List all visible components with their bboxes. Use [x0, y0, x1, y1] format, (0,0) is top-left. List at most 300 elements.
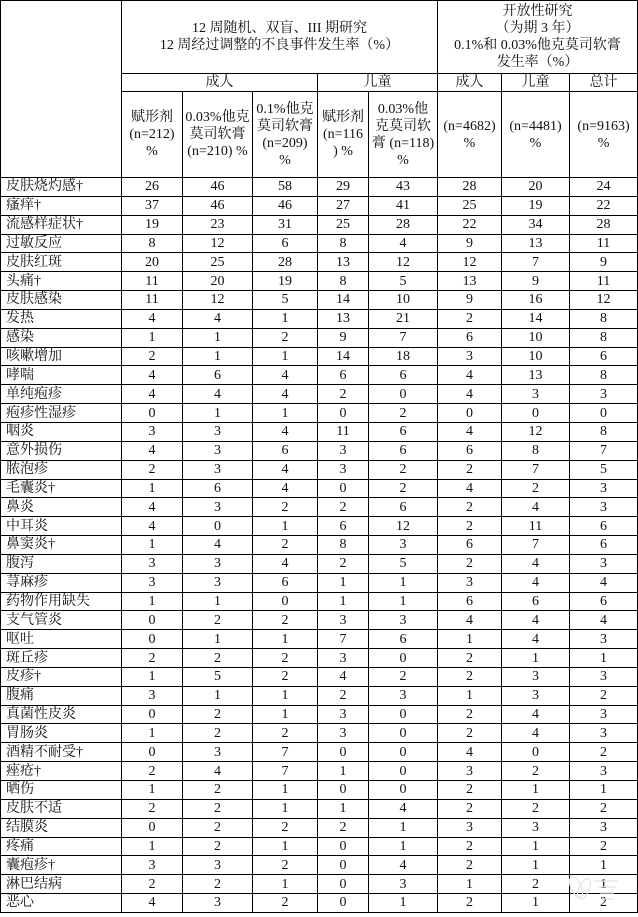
rate-cell: 2: [318, 554, 369, 573]
event-label: 腹泻: [1, 554, 122, 573]
rate-cell: 2: [318, 498, 369, 517]
rate-cell: 6: [183, 366, 253, 385]
rate-cell: 4: [570, 611, 638, 630]
rate-cell: 6: [318, 517, 369, 536]
rate-cell: 1: [502, 894, 570, 913]
rate-cell: 11: [570, 234, 638, 253]
group-open-adult: 成人: [438, 74, 502, 92]
rate-cell: 0: [369, 724, 438, 743]
rate-cell: 7: [502, 536, 570, 555]
rate-cell: 0: [122, 818, 183, 837]
rate-cell: 0: [369, 781, 438, 800]
table-row: [1, 875, 638, 894]
rate-cell: 12: [183, 234, 253, 253]
rate-cell: 2: [122, 649, 183, 668]
event-label: 胃肠炎: [1, 724, 122, 743]
column-header-rct-adult-01: 0.1%他克莫司软膏 (n=209) %: [253, 92, 318, 178]
rate-cell: 1: [253, 404, 318, 423]
event-label: 疼痛: [1, 837, 122, 856]
event-label: 脓泡疹: [1, 460, 122, 479]
event-label: 毛囊炎†: [1, 479, 122, 498]
rate-cell: 14: [318, 291, 369, 310]
rate-cell: 3: [122, 856, 183, 875]
rate-cell: 4: [502, 573, 570, 592]
rate-cell: 8: [570, 309, 638, 328]
rate-cell: 7: [253, 762, 318, 781]
rate-cell: 7: [253, 743, 318, 762]
table-row: [1, 649, 638, 668]
rate-cell: 4: [438, 366, 502, 385]
rate-cell: 19: [502, 196, 570, 215]
rate-cell: 0: [318, 856, 369, 875]
rate-cell: 20: [122, 253, 183, 272]
rate-cell: 22: [570, 196, 638, 215]
rate-cell: 2: [253, 894, 318, 913]
rate-cell: 1: [318, 592, 369, 611]
table-row: [1, 347, 638, 366]
event-label: 皮肤红斑: [1, 253, 122, 272]
rct-title-line1: 12 周随机、双盲、III 期研究: [192, 21, 367, 36]
rate-cell: 6: [438, 592, 502, 611]
event-label: 皮疹†: [1, 667, 122, 686]
rate-cell: 2: [438, 705, 502, 724]
rate-cell: 1: [502, 856, 570, 875]
rate-cell: 6: [369, 498, 438, 517]
rate-cell: 4: [122, 498, 183, 517]
rate-cell: 3: [318, 649, 369, 668]
rate-cell: 4: [253, 479, 318, 498]
table-row: [1, 856, 638, 875]
rate-cell: 2: [369, 479, 438, 498]
column-header-rct-child-003: 0.03%他克莫司软膏 (n=118) %: [369, 92, 438, 178]
rate-cell: 1: [122, 837, 183, 856]
rate-cell: 13: [318, 253, 369, 272]
rate-cell: 3: [570, 385, 638, 404]
rate-cell: 2: [253, 856, 318, 875]
rate-cell: 1: [253, 630, 318, 649]
rate-cell: 8: [318, 234, 369, 253]
event-label: 痤疮†: [1, 762, 122, 781]
event-label: 皮肤不适: [1, 799, 122, 818]
table-row: [1, 781, 638, 800]
rate-cell: 43: [369, 178, 438, 197]
open-study-header: [438, 1, 638, 74]
rate-cell: 1: [183, 404, 253, 423]
rate-cell: 23: [183, 215, 253, 234]
rate-cell: 12: [183, 291, 253, 310]
rate-cell: 5: [369, 272, 438, 291]
rct-study-header: [122, 1, 438, 74]
rate-cell: 6: [570, 592, 638, 611]
rate-cell: 2: [183, 875, 253, 894]
rate-cell: 3: [183, 422, 253, 441]
table-row: [1, 611, 638, 630]
rate-cell: 24: [570, 178, 638, 197]
rate-cell: 4: [502, 611, 570, 630]
rate-cell: 4: [253, 366, 318, 385]
event-label: 鼻炎: [1, 498, 122, 517]
table-row: [1, 536, 638, 555]
rate-cell: 27: [318, 196, 369, 215]
rate-cell: 4: [318, 667, 369, 686]
rate-cell: 4: [502, 554, 570, 573]
rate-cell: 1: [183, 686, 253, 705]
rate-cell: 2: [183, 781, 253, 800]
rate-cell: 2: [570, 686, 638, 705]
rate-cell: 2: [318, 385, 369, 404]
open-title-line3: 0.1%和 0.03%他克莫司软膏: [454, 38, 621, 53]
rate-cell: 4: [183, 309, 253, 328]
table-row: [1, 894, 638, 913]
column-header-open-adult: (n=4682) %: [438, 92, 502, 178]
rate-cell: 6: [438, 536, 502, 555]
rate-cell: 0: [253, 592, 318, 611]
rate-cell: 6: [369, 630, 438, 649]
rate-cell: 6: [253, 573, 318, 592]
event-label: 结膜炎: [1, 818, 122, 837]
rate-cell: 2: [438, 309, 502, 328]
rate-cell: 1: [438, 686, 502, 705]
rate-cell: 3: [183, 573, 253, 592]
rate-cell: 4: [253, 422, 318, 441]
rct-title-line2: 12 周经过调整的不良事件发生率（%）: [159, 38, 400, 53]
rate-cell: 8: [502, 441, 570, 460]
event-label: 淋巴结病: [1, 875, 122, 894]
rate-cell: 2: [570, 894, 638, 913]
rate-cell: 3: [570, 554, 638, 573]
table-row: [1, 498, 638, 517]
open-title-line4: 发生率（%）: [496, 55, 579, 70]
rate-cell: 5: [570, 460, 638, 479]
rate-cell: 4: [369, 856, 438, 875]
rate-cell: 2: [122, 347, 183, 366]
event-label: 药物作用缺失: [1, 592, 122, 611]
rate-cell: 2: [502, 875, 570, 894]
rate-cell: 3: [570, 630, 638, 649]
rate-cell: 2: [438, 554, 502, 573]
rate-cell: 3: [122, 554, 183, 573]
rate-cell: 7: [570, 441, 638, 460]
rate-cell: 6: [183, 479, 253, 498]
event-label: 头痛†: [1, 272, 122, 291]
rate-cell: 5: [183, 667, 253, 686]
rate-cell: 0: [318, 894, 369, 913]
rate-cell: 2: [318, 818, 369, 837]
rate-cell: 0: [122, 743, 183, 762]
rate-cell: 2: [253, 536, 318, 555]
rate-cell: 1: [253, 686, 318, 705]
event-label: 意外损伤: [1, 441, 122, 460]
rate-cell: 2: [369, 404, 438, 423]
rate-cell: 1: [570, 781, 638, 800]
event-label: 咽炎: [1, 422, 122, 441]
rate-cell: 3: [369, 536, 438, 555]
rate-cell: 1: [122, 536, 183, 555]
rate-cell: 1: [318, 762, 369, 781]
rate-cell: 2: [183, 837, 253, 856]
event-label: 感染: [1, 328, 122, 347]
rate-cell: 2: [253, 611, 318, 630]
rate-cell: 4: [253, 460, 318, 479]
rate-cell: 2: [570, 837, 638, 856]
event-label: 酒精不耐受†: [1, 743, 122, 762]
rate-cell: 1: [183, 328, 253, 347]
rate-cell: 4: [570, 573, 638, 592]
rate-cell: 4: [369, 799, 438, 818]
rate-cell: 2: [438, 856, 502, 875]
rate-cell: 1: [253, 309, 318, 328]
rate-cell: 3: [318, 724, 369, 743]
rate-cell: 3: [122, 422, 183, 441]
rate-cell: 3: [122, 686, 183, 705]
rate-cell: 0: [122, 630, 183, 649]
rate-cell: 46: [183, 178, 253, 197]
rate-cell: 6: [253, 441, 318, 460]
table-row: [1, 385, 638, 404]
table-row: [1, 762, 638, 781]
rate-cell: 4: [369, 234, 438, 253]
rate-cell: 0: [438, 404, 502, 423]
rate-cell: 2: [122, 799, 183, 818]
table-row: [1, 743, 638, 762]
rate-cell: 3: [318, 611, 369, 630]
table-row: [1, 460, 638, 479]
rate-cell: 3: [369, 875, 438, 894]
rate-cell: 4: [438, 611, 502, 630]
rate-cell: 1: [122, 479, 183, 498]
rate-cell: 28: [253, 253, 318, 272]
event-label: 流感样症状†: [1, 215, 122, 234]
rate-cell: 22: [438, 215, 502, 234]
rate-cell: 2: [369, 460, 438, 479]
rate-cell: 7: [502, 253, 570, 272]
table-row: [1, 272, 638, 291]
rate-cell: 1: [369, 818, 438, 837]
rate-cell: 9: [570, 253, 638, 272]
rate-cell: 2: [438, 517, 502, 536]
rate-cell: 1: [570, 856, 638, 875]
table-row: [1, 517, 638, 536]
rate-cell: 1: [318, 573, 369, 592]
rate-cell: 3: [183, 441, 253, 460]
rate-cell: 19: [253, 272, 318, 291]
rate-cell: 14: [318, 347, 369, 366]
rate-cell: 2: [502, 762, 570, 781]
rate-cell: 3: [502, 385, 570, 404]
table-row: [1, 441, 638, 460]
rate-cell: 1: [253, 705, 318, 724]
rate-cell: 21: [369, 309, 438, 328]
rate-cell: 4: [502, 724, 570, 743]
rate-cell: 2: [183, 649, 253, 668]
rate-cell: 0: [369, 385, 438, 404]
event-label: 荨麻疹: [1, 573, 122, 592]
rate-cell: 6: [369, 441, 438, 460]
rate-cell: 2: [502, 799, 570, 818]
rate-cell: 1: [438, 875, 502, 894]
rate-cell: 34: [502, 215, 570, 234]
rate-cell: 2: [570, 743, 638, 762]
rate-cell: 10: [502, 328, 570, 347]
rate-cell: 41: [369, 196, 438, 215]
rate-cell: 6: [570, 517, 638, 536]
table-row: [1, 291, 638, 310]
event-label: 腹痛: [1, 686, 122, 705]
event-label: 皮肤感染: [1, 291, 122, 310]
rate-cell: 1: [183, 347, 253, 366]
rate-cell: 2: [438, 498, 502, 517]
rate-cell: 10: [502, 347, 570, 366]
rate-cell: 3: [502, 818, 570, 837]
rate-cell: 37: [122, 196, 183, 215]
rate-cell: 1: [369, 837, 438, 856]
rate-cell: 2: [183, 705, 253, 724]
rate-cell: 2: [253, 649, 318, 668]
rate-cell: 1: [122, 592, 183, 611]
rate-cell: 13: [438, 272, 502, 291]
rate-cell: 0: [502, 743, 570, 762]
rate-cell: 3: [438, 818, 502, 837]
rate-cell: 0: [122, 404, 183, 423]
rate-cell: 3: [183, 856, 253, 875]
rate-cell: 0: [318, 837, 369, 856]
rate-cell: 18: [369, 347, 438, 366]
rate-cell: 1: [369, 573, 438, 592]
rate-cell: 1: [183, 630, 253, 649]
rate-cell: 12: [438, 253, 502, 272]
table-row: [1, 196, 638, 215]
rate-cell: 3: [570, 498, 638, 517]
rate-cell: 0: [570, 404, 638, 423]
rate-cell: 12: [369, 253, 438, 272]
rate-cell: 1: [502, 649, 570, 668]
rate-cell: 9: [438, 291, 502, 310]
rate-cell: 2: [502, 479, 570, 498]
rate-cell: 1: [253, 347, 318, 366]
rate-cell: 6: [570, 347, 638, 366]
rate-cell: 2: [183, 611, 253, 630]
rate-cell: 1: [438, 630, 502, 649]
rate-cell: 2: [122, 875, 183, 894]
rate-cell: 25: [438, 196, 502, 215]
rate-cell: 4: [183, 385, 253, 404]
rate-cell: 2: [183, 724, 253, 743]
rate-cell: 12: [369, 517, 438, 536]
rate-cell: 2: [438, 837, 502, 856]
event-label: 中耳炎: [1, 517, 122, 536]
rate-cell: 3: [502, 686, 570, 705]
rate-cell: 5: [253, 291, 318, 310]
event-label: 皮肤烧灼感†: [1, 178, 122, 197]
rate-cell: 4: [122, 517, 183, 536]
rate-cell: 3: [438, 762, 502, 781]
table-row: [1, 630, 638, 649]
event-label: 晒伤: [1, 781, 122, 800]
rate-cell: 2: [253, 328, 318, 347]
rate-cell: 3: [183, 743, 253, 762]
group-open-total: 总计: [570, 74, 638, 92]
table-row: [1, 554, 638, 573]
rate-cell: 8: [318, 536, 369, 555]
rate-cell: 0: [318, 404, 369, 423]
rate-cell: 6: [253, 234, 318, 253]
rate-cell: 14: [502, 309, 570, 328]
table-row: [1, 799, 638, 818]
rate-cell: 3: [570, 705, 638, 724]
rate-cell: 2: [318, 686, 369, 705]
table-row: [1, 253, 638, 272]
rate-cell: 2: [438, 724, 502, 743]
rate-cell: 5: [369, 554, 438, 573]
event-label: 疱疹性湿疹: [1, 404, 122, 423]
rate-cell: 2: [438, 667, 502, 686]
rate-cell: 4: [502, 705, 570, 724]
rate-cell: 20: [183, 272, 253, 291]
event-label: 发热: [1, 309, 122, 328]
rate-cell: 11: [122, 272, 183, 291]
event-label: 咳嗽增加: [1, 347, 122, 366]
rate-cell: 2: [570, 799, 638, 818]
group-open-child: 儿童: [502, 74, 570, 92]
rate-cell: 4: [502, 630, 570, 649]
rate-cell: 4: [122, 441, 183, 460]
rate-cell: 10: [369, 291, 438, 310]
event-label: 瘙痒†: [1, 196, 122, 215]
table-row: [1, 422, 638, 441]
rate-cell: 4: [122, 385, 183, 404]
rate-cell: 2: [438, 894, 502, 913]
rate-cell: 1: [253, 875, 318, 894]
table-row: [1, 309, 638, 328]
rate-cell: 4: [253, 554, 318, 573]
rate-cell: 3: [183, 554, 253, 573]
rate-cell: 11: [502, 517, 570, 536]
rate-cell: 16: [502, 291, 570, 310]
rate-cell: 3: [570, 818, 638, 837]
rate-cell: 4: [438, 479, 502, 498]
group-rct-child: 儿童: [318, 74, 438, 92]
rate-cell: 4: [183, 536, 253, 555]
rate-cell: 2: [438, 460, 502, 479]
rate-cell: 1: [253, 517, 318, 536]
rate-cell: 7: [318, 630, 369, 649]
rate-cell: 1: [502, 837, 570, 856]
rate-cell: 0: [369, 762, 438, 781]
rate-cell: 25: [318, 215, 369, 234]
rate-cell: 2: [253, 818, 318, 837]
rate-cell: 6: [438, 328, 502, 347]
rate-cell: 7: [502, 460, 570, 479]
rate-cell: 7: [369, 328, 438, 347]
rate-cell: 1: [502, 781, 570, 800]
rate-cell: 9: [502, 272, 570, 291]
rate-cell: 2: [438, 649, 502, 668]
rate-cell: 19: [122, 215, 183, 234]
rate-cell: 1: [122, 667, 183, 686]
table-row: [1, 686, 638, 705]
rate-cell: 2: [122, 762, 183, 781]
rate-cell: 13: [502, 234, 570, 253]
rate-cell: 3: [318, 460, 369, 479]
rate-cell: 6: [570, 536, 638, 555]
rate-cell: 58: [253, 178, 318, 197]
rate-cell: 2: [438, 799, 502, 818]
column-header-rct-adult-vehicle: 赋形剂 (n=212) %: [122, 92, 183, 178]
rate-cell: 0: [122, 705, 183, 724]
rate-cell: 13: [318, 309, 369, 328]
rate-cell: 28: [438, 178, 502, 197]
rate-cell: 3: [570, 479, 638, 498]
